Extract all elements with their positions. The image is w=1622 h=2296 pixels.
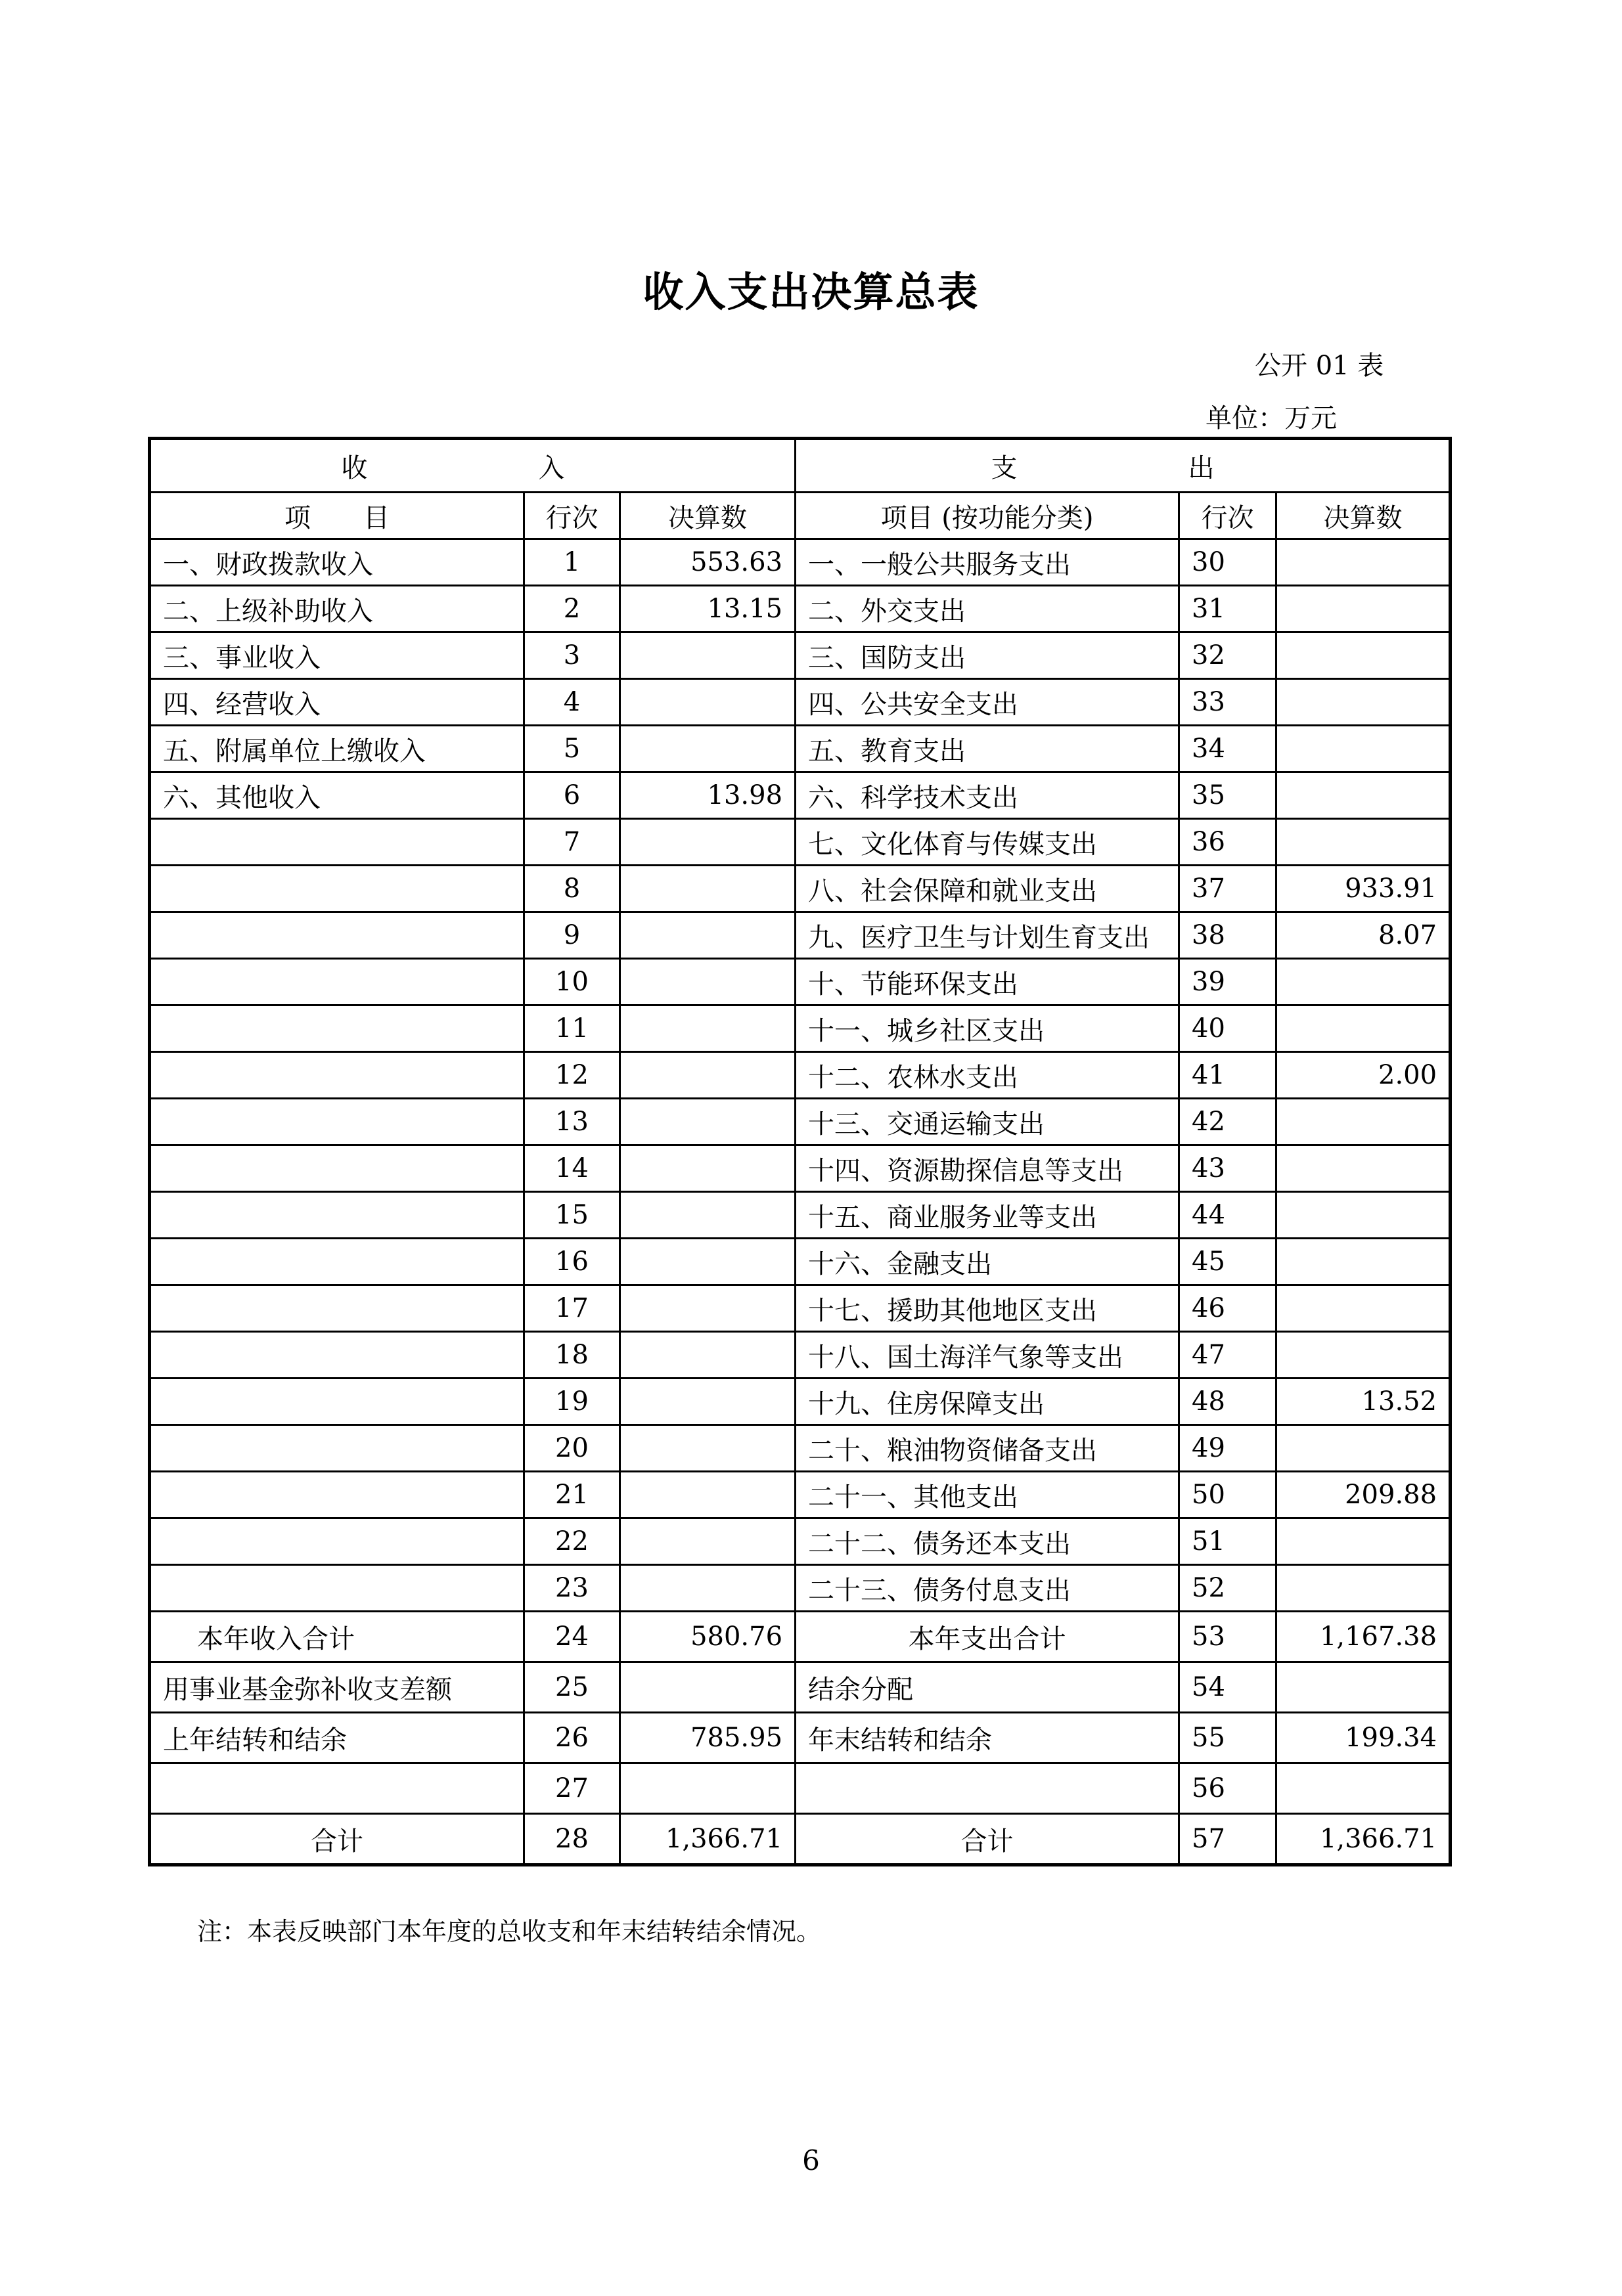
income-row-number-cell: 26 (524, 1713, 620, 1763)
income-row-number-cell: 12 (524, 1052, 620, 1099)
table-row (150, 819, 1451, 866)
table-row (150, 586, 1451, 632)
expense-item-cell: 十一、城乡社区支出 (796, 1005, 1179, 1052)
income-amount-cell (620, 679, 796, 726)
expense-item-cell: 二十一、其他支出 (796, 1472, 1179, 1518)
expense-amount-cell: 2.00 (1276, 1052, 1451, 1099)
expense-item-cell: 九、医疗卫生与计划生育支出 (796, 912, 1179, 959)
expense-item-cell: 二十二、债务还本支出 (796, 1518, 1179, 1565)
income-item-cell: 六、其他收入 (150, 772, 524, 819)
income-row-number-cell: 18 (524, 1332, 620, 1379)
expense-item-cell: 十八、国土海洋气象等支出 (796, 1332, 1179, 1379)
income-item-cell: 三、事业收入 (150, 632, 524, 679)
income-amount-cell (620, 1145, 796, 1192)
income-amount-cell (620, 1565, 796, 1612)
expense-item-cell: 十九、住房保障支出 (796, 1379, 1179, 1425)
income-item-cell (150, 1285, 524, 1332)
expense-amount-cell (1276, 1518, 1451, 1565)
expense-row-number-cell: 38 (1179, 912, 1276, 959)
income-item-cell (150, 1425, 524, 1472)
income-amount-cell (620, 1518, 796, 1565)
expense-row-number-cell: 34 (1179, 726, 1276, 772)
income-item-cell (150, 959, 524, 1005)
expense-amount-cell (1276, 632, 1451, 679)
expense-row-number-cell: 45 (1179, 1239, 1276, 1285)
income-amount-cell (620, 1192, 796, 1239)
expense-row-number-cell: 36 (1179, 819, 1276, 866)
expense-item-cell: 十七、援助其他地区支出 (796, 1285, 1179, 1332)
expense-amount-cell (1276, 726, 1451, 772)
expense-row-number-cell: 48 (1179, 1379, 1276, 1425)
expense-amount-cell (1276, 772, 1451, 819)
form-number: 公开 01 表 (1255, 351, 1384, 381)
income-amount-cell: 785.95 (620, 1713, 796, 1763)
expense-row-number-cell: 37 (1179, 866, 1276, 912)
expense-item-cell: 十六、金融支出 (796, 1239, 1179, 1285)
expense-amount-cell: 8.07 (1276, 912, 1451, 959)
expense-amount-cell (1276, 1145, 1451, 1192)
income-item-cell (150, 819, 524, 866)
income-item-cell: 本年收入合计 (150, 1612, 524, 1662)
table-row (150, 539, 1451, 586)
expense-item-cell: 十四、资源勘探信息等支出 (796, 1145, 1179, 1192)
expense-row-number-cell: 30 (1179, 539, 1276, 586)
table-row (150, 1285, 1451, 1332)
expense-item-cell: 五、教育支出 (796, 726, 1179, 772)
income-amount-cell: 1,366.71 (620, 1814, 796, 1865)
expense-row-number-cell: 51 (1179, 1518, 1276, 1565)
income-row-number-cell: 11 (524, 1005, 620, 1052)
income-item-cell (150, 866, 524, 912)
income-item-cell (150, 1192, 524, 1239)
income-row-number-cell: 17 (524, 1285, 620, 1332)
income-item-cell: 上年结转和结余 (150, 1713, 524, 1763)
income-row-number-cell: 1 (524, 539, 620, 586)
summary-row (150, 1612, 1451, 1662)
unit-label: 单位：万元 (1205, 403, 1337, 433)
income-row-number-cell: 25 (524, 1662, 620, 1713)
income-item-cell: 用事业基金弥补收支差额 (150, 1662, 524, 1713)
expense-row-number-cell: 46 (1179, 1285, 1276, 1332)
income-row-number-cell: 3 (524, 632, 620, 679)
expense-item-cell: 七、文化体育与传媒支出 (796, 819, 1179, 866)
income-item-cell: 五、附属单位上缴收入 (150, 726, 524, 772)
income-amount-cell (620, 1052, 796, 1099)
table-row (150, 726, 1451, 772)
income-item-cell (150, 1763, 524, 1814)
expense-item-cell (796, 1763, 1179, 1814)
expense-item-cell: 十三、交通运输支出 (796, 1099, 1179, 1145)
income-item-cell (150, 1052, 524, 1099)
expense-item-cell: 四、公共安全支出 (796, 679, 1179, 726)
expense-item-cell: 十、节能环保支出 (796, 959, 1179, 1005)
expense-row-number-cell: 35 (1179, 772, 1276, 819)
expense-item-cell: 八、社会保障和就业支出 (796, 866, 1179, 912)
income-amount-cell (620, 1099, 796, 1145)
expense-row-number-cell: 43 (1179, 1145, 1276, 1192)
expense-row-number-cell: 52 (1179, 1565, 1276, 1612)
income-item-cell: 四、经营收入 (150, 679, 524, 726)
table-row (150, 679, 1451, 726)
expense-amount-header: 决算数 (1276, 493, 1451, 539)
income-row-number-cell: 19 (524, 1379, 620, 1425)
expense-item-cell: 二十三、债务付息支出 (796, 1565, 1179, 1612)
table-row (150, 866, 1451, 912)
expense-amount-cell: 1,167.38 (1276, 1612, 1451, 1662)
income-amount-cell (620, 959, 796, 1005)
income-item-cell (150, 1332, 524, 1379)
expense-amount-cell (1276, 819, 1451, 866)
income-group-header: 收 入 (150, 439, 796, 493)
expense-item-header: 项目 (按功能分类) (796, 493, 1179, 539)
income-amount-cell (620, 1425, 796, 1472)
table-row (150, 1425, 1451, 1472)
income-item-cell: 合计 (150, 1814, 524, 1865)
income-item-cell (150, 912, 524, 959)
expense-amount-cell: 13.52 (1276, 1379, 1451, 1425)
income-amount-cell (620, 912, 796, 959)
table-row (150, 1145, 1451, 1192)
income-row-header: 行次 (524, 493, 620, 539)
expense-group-header: 支 出 (796, 439, 1451, 493)
income-row-number-cell: 24 (524, 1612, 620, 1662)
expense-amount-cell (1276, 1285, 1451, 1332)
expense-amount-cell (1276, 679, 1451, 726)
income-amount-cell (620, 1332, 796, 1379)
expense-item-cell: 合计 (796, 1814, 1179, 1865)
income-amount-cell: 13.15 (620, 586, 796, 632)
expense-item-cell: 十二、农林水支出 (796, 1052, 1179, 1099)
table-row (150, 1239, 1451, 1285)
income-row-number-cell: 5 (524, 726, 620, 772)
table-row (150, 1005, 1451, 1052)
income-amount-cell (620, 1239, 796, 1285)
expense-row-number-cell: 42 (1179, 1099, 1276, 1145)
expense-row-number-cell: 57 (1179, 1814, 1276, 1865)
summary-row (150, 1814, 1451, 1865)
income-amount-cell (620, 819, 796, 866)
table-row (150, 912, 1451, 959)
income-item-cell: 二、上级补助收入 (150, 586, 524, 632)
expense-row-number-cell: 50 (1179, 1472, 1276, 1518)
expense-row-number-cell: 33 (1179, 679, 1276, 726)
income-amount-cell (620, 726, 796, 772)
income-row-number-cell: 14 (524, 1145, 620, 1192)
expense-amount-cell: 199.34 (1276, 1713, 1451, 1763)
expense-amount-cell (1276, 1192, 1451, 1239)
expense-amount-cell (1276, 1099, 1451, 1145)
table-row (150, 959, 1451, 1005)
expense-item-cell: 一、一般公共服务支出 (796, 539, 1179, 586)
summary-row (150, 1713, 1451, 1763)
table-row (150, 1518, 1451, 1565)
income-amount-cell (620, 1472, 796, 1518)
expense-item-cell: 十五、商业服务业等支出 (796, 1192, 1179, 1239)
expense-row-number-cell: 44 (1179, 1192, 1276, 1239)
income-item-cell: 一、财政拨款收入 (150, 539, 524, 586)
expense-row-number-cell: 56 (1179, 1763, 1276, 1814)
table-row (150, 772, 1451, 819)
income-row-number-cell: 16 (524, 1239, 620, 1285)
income-row-number-cell: 20 (524, 1425, 620, 1472)
income-amount-cell (620, 1763, 796, 1814)
expense-amount-cell (1276, 1239, 1451, 1285)
column-header-row (150, 493, 1451, 539)
expense-amount-cell (1276, 1662, 1451, 1713)
expense-amount-cell: 1,366.71 (1276, 1814, 1451, 1865)
expense-amount-cell (1276, 1763, 1451, 1814)
expense-amount-cell (1276, 1425, 1451, 1472)
expense-row-number-cell: 39 (1179, 959, 1276, 1005)
expense-amount-cell (1276, 586, 1451, 632)
income-item-cell (150, 1379, 524, 1425)
expense-amount-cell: 209.88 (1276, 1472, 1451, 1518)
table-row (150, 1099, 1451, 1145)
expense-amount-cell (1276, 959, 1451, 1005)
income-item-cell (150, 1472, 524, 1518)
income-amount-cell (620, 1662, 796, 1713)
income-row-number-cell: 6 (524, 772, 620, 819)
income-row-number-cell: 28 (524, 1814, 620, 1865)
expense-item-cell: 结余分配 (796, 1662, 1179, 1713)
income-row-number-cell: 10 (524, 959, 620, 1005)
table-note: 注：本表反映部门本年度的总收支和年末结转结余情况。 (197, 1917, 822, 1946)
income-row-number-cell: 9 (524, 912, 620, 959)
income-item-cell (150, 1239, 524, 1285)
expense-row-number-cell: 31 (1179, 586, 1276, 632)
page-number: 6 (802, 2144, 820, 2176)
expense-row-number-cell: 41 (1179, 1052, 1276, 1099)
expense-item-cell: 二十、粮油物资储备支出 (796, 1425, 1179, 1472)
expense-amount-cell (1276, 1005, 1451, 1052)
income-row-number-cell: 27 (524, 1763, 620, 1814)
income-amount-cell (620, 1005, 796, 1052)
table-row (150, 1052, 1451, 1099)
expense-row-number-cell: 53 (1179, 1612, 1276, 1662)
expense-amount-cell (1276, 539, 1451, 586)
expense-row-header: 行次 (1179, 493, 1276, 539)
summary-row (150, 1763, 1451, 1814)
income-row-number-cell: 23 (524, 1565, 620, 1612)
table-row (150, 1379, 1451, 1425)
income-amount-cell: 13.98 (620, 772, 796, 819)
income-row-number-cell: 2 (524, 586, 620, 632)
expense-row-number-cell: 47 (1179, 1332, 1276, 1379)
table-row (150, 1472, 1451, 1518)
table-row (150, 632, 1451, 679)
income-amount-cell (620, 1379, 796, 1425)
income-row-number-cell: 7 (524, 819, 620, 866)
income-item-cell (150, 1099, 524, 1145)
income-item-cell (150, 1145, 524, 1192)
expense-item-cell: 六、科学技术支出 (796, 772, 1179, 819)
income-row-number-cell: 13 (524, 1099, 620, 1145)
expense-row-number-cell: 54 (1179, 1662, 1276, 1713)
income-amount-cell: 553.63 (620, 539, 796, 586)
income-row-number-cell: 8 (524, 866, 620, 912)
expense-row-number-cell: 40 (1179, 1005, 1276, 1052)
income-item-cell (150, 1565, 524, 1612)
income-amount-cell: 580.76 (620, 1612, 796, 1662)
income-item-cell (150, 1518, 524, 1565)
income-amount-cell (620, 632, 796, 679)
group-header-row (150, 439, 1451, 493)
income-row-number-cell: 15 (524, 1192, 620, 1239)
expense-item-cell: 本年支出合计 (796, 1612, 1179, 1662)
income-amount-cell (620, 866, 796, 912)
income-row-number-cell: 22 (524, 1518, 620, 1565)
expense-amount-cell: 933.91 (1276, 866, 1451, 912)
expense-row-number-cell: 32 (1179, 632, 1276, 679)
expense-item-cell: 二、外交支出 (796, 586, 1179, 632)
income-row-number-cell: 21 (524, 1472, 620, 1518)
table-row (150, 1565, 1451, 1612)
expense-row-number-cell: 55 (1179, 1713, 1276, 1763)
expense-item-cell: 年末结转和结余 (796, 1713, 1179, 1763)
page-title: 收入支出决算总表 (642, 268, 980, 316)
income-item-header: 项 目 (150, 493, 524, 539)
income-row-number-cell: 4 (524, 679, 620, 726)
expense-row-number-cell: 49 (1179, 1425, 1276, 1472)
expense-amount-cell (1276, 1332, 1451, 1379)
summary-row (150, 1662, 1451, 1713)
income-amount-header: 决算数 (620, 493, 796, 539)
income-item-cell (150, 1005, 524, 1052)
income-amount-cell (620, 1285, 796, 1332)
income-expense-table (148, 437, 1452, 1866)
expense-item-cell: 三、国防支出 (796, 632, 1179, 679)
expense-amount-cell (1276, 1565, 1451, 1612)
table-row (150, 1192, 1451, 1239)
table-row (150, 1332, 1451, 1379)
